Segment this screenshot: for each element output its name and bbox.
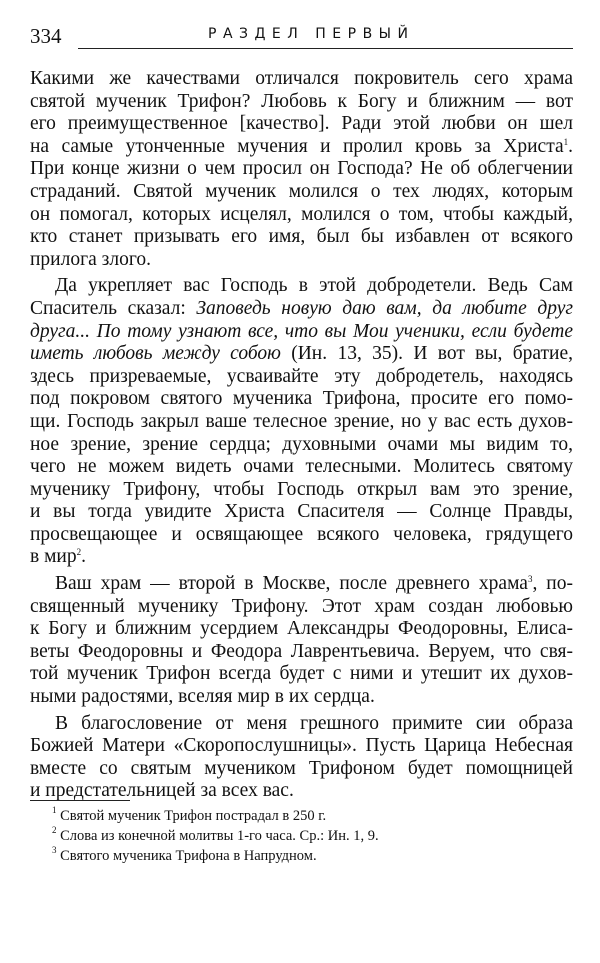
footnote xyxy=(52,846,379,866)
text-segment: кто станет призывать его имя, был бы избавлен от всякого xyxy=(30,226,573,248)
running-head: РАЗДЕЛ ПЕРВЫЙ xyxy=(208,26,415,42)
footnote xyxy=(52,826,379,846)
footnote-rule xyxy=(30,800,130,801)
text-line xyxy=(30,501,573,524)
page-header xyxy=(30,22,573,52)
text-line xyxy=(30,366,573,389)
footnote-text: Святого мученика Трифона в Напрудном. xyxy=(60,848,317,864)
text-segment: он помогал, которых исцелял, молился о том, чтобы каждый, xyxy=(30,203,573,225)
text-segment: и предстательницей за всех вас. xyxy=(30,780,294,802)
text-segment: Ваш храм — второй в Москве, после древнего храма xyxy=(55,573,528,595)
text-line xyxy=(30,456,573,479)
text-segment: под покровом святого мученика Трифона, просите его помо- xyxy=(30,388,573,410)
paragraph xyxy=(30,713,573,803)
text-line xyxy=(30,158,573,181)
footnote-mark: 2 xyxy=(52,825,57,835)
text-line xyxy=(30,136,573,159)
text-line xyxy=(30,758,573,781)
text-segment: Какими же качествами отличался покровитель сего храма xyxy=(30,68,573,89)
footnotes xyxy=(52,806,379,866)
text-line xyxy=(30,479,573,502)
text-segment: той мученик Трифон всегда будет с ними и утешит их духов- xyxy=(30,663,573,685)
text-segment: к Богу и ближним усердием Александры Феодоровны, Елиса- xyxy=(30,618,573,640)
text-line xyxy=(30,226,573,249)
footnote-mark: 1 xyxy=(52,805,57,815)
paragraph xyxy=(30,68,573,271)
text-segment: При конце жизни о чем просил он Господа? Не об облегчении xyxy=(30,158,573,180)
text-line xyxy=(30,68,573,91)
text-line xyxy=(30,249,573,272)
text-line xyxy=(30,573,573,596)
text-segment: прилога злого. xyxy=(30,248,151,270)
text-line xyxy=(30,434,573,457)
text-segment: . xyxy=(81,546,86,568)
text-segment: на самые утонченные мучения и пролил кровь за Христа xyxy=(30,135,564,157)
text-line xyxy=(30,641,573,664)
footnote-mark: 3 xyxy=(52,845,57,855)
text-segment: его преимущественное [качество]. Ради этой любви он шел xyxy=(30,113,573,135)
text-segment: Да укрепляет вас Господь в этой добродетели. Ведь Сам xyxy=(55,275,573,297)
text-segment: и вы тогда увидите Христа Спасителя — Солнце Правды, xyxy=(30,501,573,523)
main-text xyxy=(30,68,573,807)
text-line xyxy=(30,596,573,619)
text-segment: мученику Трифону, чтобы Господь открыл вам это зрение, xyxy=(30,478,573,500)
text-segment: В благословение от меня грешного примите сии образа xyxy=(55,712,573,734)
text-segment: здесь призреваемые, усваивайте эту добродетель, находясь xyxy=(30,365,573,387)
text-segment: вместе со святым мучеником Трифоном будет помощницей xyxy=(30,757,573,779)
page-number: 334 xyxy=(30,24,62,48)
text-segment: веты Феодоровны и Феодора Лаврентьевича. Веруем, что свя- xyxy=(30,640,573,662)
text-segment: щи. Господь закрыл ваше телесное зрение, но у вас есть духов- xyxy=(30,410,573,432)
scripture-quote: иметь любовь между собою xyxy=(30,343,281,365)
footnote-text: Слова из конечной молитвы 1-го часа. Ср.: Ин. 1, 9. xyxy=(60,828,379,844)
header-rule xyxy=(78,48,573,49)
text-line xyxy=(30,686,573,709)
text-line xyxy=(30,343,573,366)
text-segment: просвещающее и освящающее всякого человека, грядущего xyxy=(30,523,573,545)
text-line xyxy=(30,298,573,321)
text-segment: (Ин. 13, 35). И вот вы, братие, xyxy=(280,343,573,365)
footnote-ref: 2 xyxy=(76,547,82,558)
paragraph xyxy=(30,573,573,709)
text-line xyxy=(30,735,573,758)
footnote-ref: 3 xyxy=(527,574,533,585)
text-segment: ными радостями, вселяя мир в их сердца. xyxy=(30,686,375,708)
text-line xyxy=(30,91,573,114)
paragraph xyxy=(30,275,573,569)
text-line xyxy=(30,113,573,136)
text-line xyxy=(30,181,573,204)
text-line xyxy=(30,388,573,411)
text-line xyxy=(30,546,573,569)
text-line xyxy=(30,618,573,641)
footnote xyxy=(52,806,379,826)
scripture-quote: друга... По тому узнают все, что вы Мои ученики, если будете xyxy=(30,320,573,342)
text-segment: святой мученик Трифон? Любовь к Богу и ближним — вот xyxy=(30,90,573,112)
text-segment: , по- xyxy=(532,573,573,595)
text-segment: Божией Матери «Скоропослушницы». Пусть Царица Небесная xyxy=(30,735,573,757)
text-line xyxy=(30,713,573,736)
text-segment: чего не можем видеть очами телесными. Молитесь святому xyxy=(30,456,573,478)
text-segment: в мир xyxy=(30,546,77,568)
text-line xyxy=(30,204,573,227)
scripture-quote: Заповедь новую даю вам, да любите друг xyxy=(196,297,574,319)
text-line xyxy=(30,663,573,686)
text-segment: . xyxy=(568,135,573,157)
text-segment: ное зрение, зрение сердца; духовными очами мы видим то, xyxy=(30,433,573,455)
text-line xyxy=(30,321,573,344)
text-segment: священный мученику Трифону. Этот храм создан любовью xyxy=(30,595,573,617)
text-line xyxy=(30,411,573,434)
text-segment: страданий. Святой мученик молился о тех людях, которым xyxy=(30,180,573,202)
text-line xyxy=(30,275,573,298)
text-line xyxy=(30,524,573,547)
footnote-ref: 1 xyxy=(563,136,569,147)
text-segment: Спаситель сказал: xyxy=(30,297,197,319)
footnote-text: Святой мученик Трифон пострадал в 250 г. xyxy=(60,808,327,824)
